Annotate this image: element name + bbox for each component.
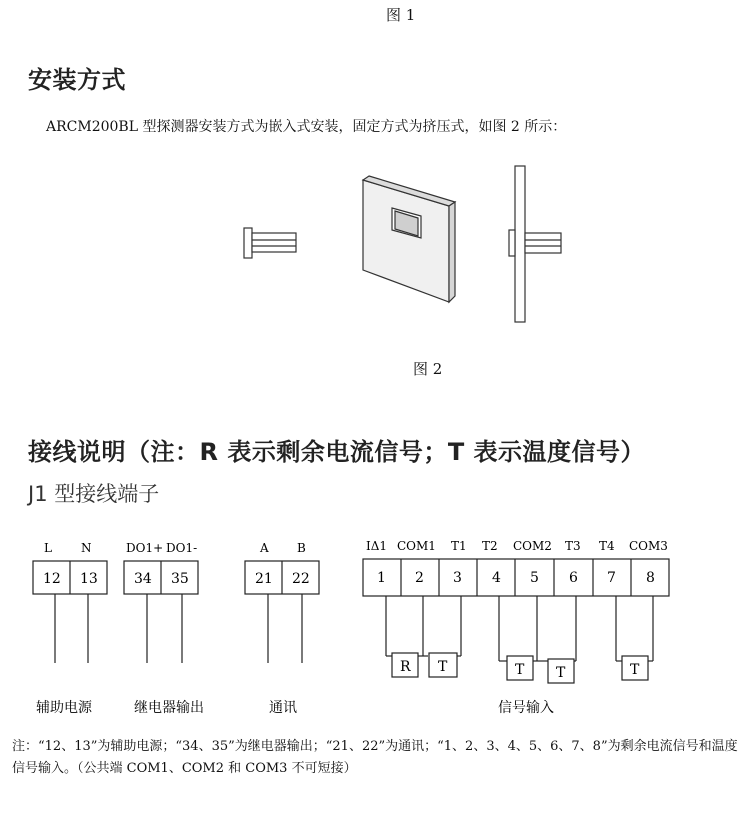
terminal-label: DO1- <box>166 541 198 555</box>
terminal-number: 35 <box>171 571 189 587</box>
terminal-number: 21 <box>255 571 273 587</box>
terminal-number: 4 <box>492 570 501 586</box>
wiring-note: 注：“12、13”为辅助电源；“34、35”为继电器输出；“21、22”为通讯；“1、2、3、4、5、6、7、8”为剩余电流信号和温度信号输入。（公共端 COM1、COM2 和 COM3 不可短接） <box>12 739 738 776</box>
terminal-label: IΔ1 <box>366 539 388 553</box>
figure-1-caption: 图 1 <box>386 6 416 24</box>
signal-terminal-block <box>363 559 669 596</box>
terminal-number: 13 <box>80 571 98 587</box>
group-label-relay: 继电器输出 <box>134 700 204 716</box>
terminal-label: L <box>44 541 52 555</box>
sensor-label: T <box>515 662 525 678</box>
terminal-label: COM1 <box>397 539 436 553</box>
terminal-label: T2 <box>482 539 498 553</box>
group-label-signal: 信号输入 <box>498 700 554 716</box>
terminal-number: 5 <box>530 570 539 586</box>
group-label-aux: 辅助电源 <box>36 700 92 716</box>
terminal-label: T1 <box>451 539 467 553</box>
terminal-label: DO1+ <box>126 541 164 555</box>
sensor-label: T <box>630 662 640 678</box>
terminal-number: 22 <box>292 571 310 587</box>
terminal-number: 12 <box>43 571 61 587</box>
sensor-label: T <box>438 659 448 675</box>
terminal-number: 8 <box>646 570 655 586</box>
terminal-number: 2 <box>415 570 424 586</box>
terminal-label: N <box>81 541 92 555</box>
terminal-number: 6 <box>569 570 578 586</box>
wiring-subtitle: J1 型接线端子 <box>28 482 160 506</box>
terminal-label: T3 <box>565 539 581 553</box>
sensor-label: R <box>400 659 411 675</box>
terminal-number: 7 <box>607 570 616 586</box>
terminal-number: 1 <box>377 570 386 586</box>
terminal-label: A <box>260 541 269 555</box>
terminal-label: COM3 <box>629 539 668 553</box>
terminal-label: B <box>297 541 306 555</box>
sensor-label: T <box>556 665 566 681</box>
terminal-number: 3 <box>453 570 462 586</box>
terminal-label: COM2 <box>513 539 552 553</box>
figure-2-caption: 图 2 <box>413 360 443 378</box>
terminal-label: T4 <box>599 539 615 553</box>
group-label-comm: 通讯 <box>269 700 297 716</box>
section-title-installation: 安装方式 <box>28 66 126 94</box>
terminal-number: 34 <box>134 571 152 587</box>
section-title-wiring: 接线说明（注：R 表示剩余电流信号；T 表示温度信号） <box>28 438 646 466</box>
installation-paragraph: ARCM200BL 型探测器安装方式为嵌入式安装，固定方式为挤压式，如图 2 所示： <box>46 119 567 135</box>
